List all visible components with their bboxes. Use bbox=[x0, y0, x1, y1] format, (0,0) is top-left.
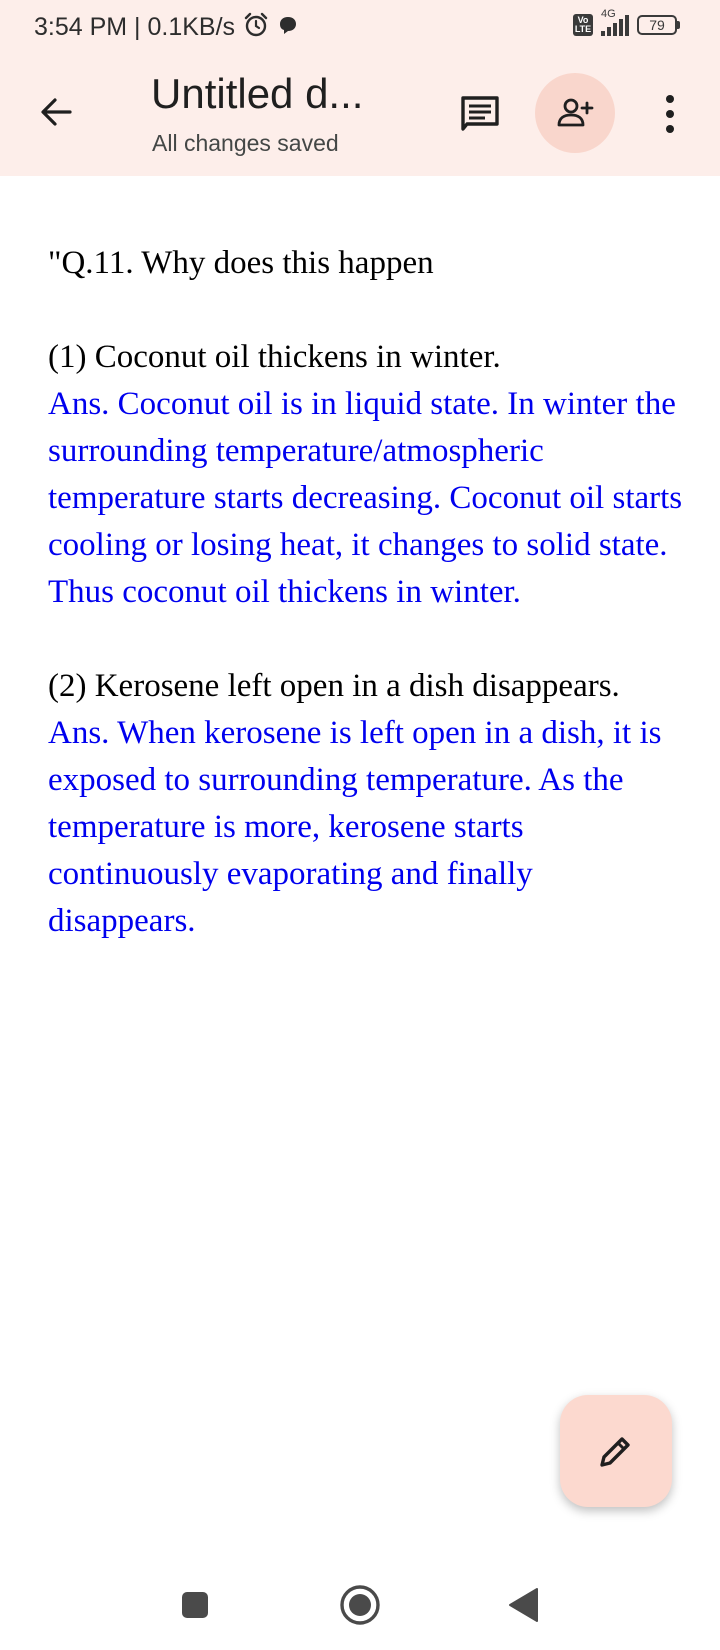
more-vert-icon bbox=[664, 94, 676, 134]
paragraph-gap bbox=[48, 616, 688, 663]
square-icon bbox=[180, 1590, 210, 1620]
add-person-icon bbox=[556, 94, 594, 132]
signal-bar bbox=[607, 27, 611, 36]
battery-level: 79 bbox=[637, 15, 677, 35]
comment-button[interactable] bbox=[452, 86, 508, 142]
pencil-icon bbox=[596, 1431, 636, 1471]
home-button[interactable] bbox=[333, 1578, 387, 1632]
share-button[interactable] bbox=[535, 73, 615, 153]
app-bar bbox=[0, 56, 720, 176]
signal-bar bbox=[601, 31, 605, 36]
more-options-button[interactable] bbox=[650, 86, 690, 142]
status-right bbox=[573, 8, 680, 36]
save-status: All changes saved bbox=[152, 130, 339, 156]
alarm-icon bbox=[243, 12, 269, 43]
signal-bar bbox=[619, 19, 623, 36]
circle-icon bbox=[339, 1584, 381, 1626]
document-title[interactable]: Untitled d... bbox=[151, 70, 364, 117]
message-bubble-icon bbox=[277, 14, 299, 41]
edit-fab-button[interactable] bbox=[560, 1395, 672, 1507]
volte-badge: Vo LTE bbox=[574, 15, 592, 34]
battery-tip bbox=[677, 21, 680, 29]
triangle-back-icon bbox=[507, 1587, 541, 1623]
question-2: (2) Kerosene left open in a dish disappears. bbox=[48, 668, 620, 704]
network-type: 4G bbox=[601, 8, 616, 20]
signal-bar bbox=[625, 15, 629, 36]
question-1: (1) Coconut oil thickens in winter. bbox=[48, 339, 501, 375]
recent-apps-button[interactable] bbox=[168, 1578, 222, 1632]
paragraph-gap bbox=[48, 287, 688, 334]
arrow-back-icon bbox=[38, 94, 74, 130]
status-left bbox=[34, 12, 299, 43]
system-nav-bar bbox=[0, 1560, 720, 1650]
comment-icon bbox=[459, 93, 501, 135]
document-body[interactable] bbox=[48, 240, 691, 945]
back-button[interactable] bbox=[30, 86, 82, 138]
battery-icon bbox=[637, 15, 680, 35]
answer-2: Ans. When kerosene is left open in a dish, it is exposed to surrounding temperature. As the temperature is more, kerosene starts continuously evaporating and finally disappears. bbox=[48, 715, 670, 939]
signal-bar bbox=[613, 23, 617, 36]
signal-icon bbox=[601, 8, 629, 36]
time-speed: 3:54 PM | 0.1KB/s bbox=[34, 13, 236, 41]
status-bar bbox=[0, 0, 720, 56]
answer-1: Ans. Coconut oil is in liquid state. In winter the surrounding temperature/atmospheric temperature starts decreasing. Coconut oil starts cooling or losing heat, it changes to solid state. Thus coconut oil thickens in winter. bbox=[48, 386, 691, 610]
back-nav-button[interactable] bbox=[497, 1578, 551, 1632]
question-title: "Q.11. Why does this happen bbox=[48, 245, 434, 281]
